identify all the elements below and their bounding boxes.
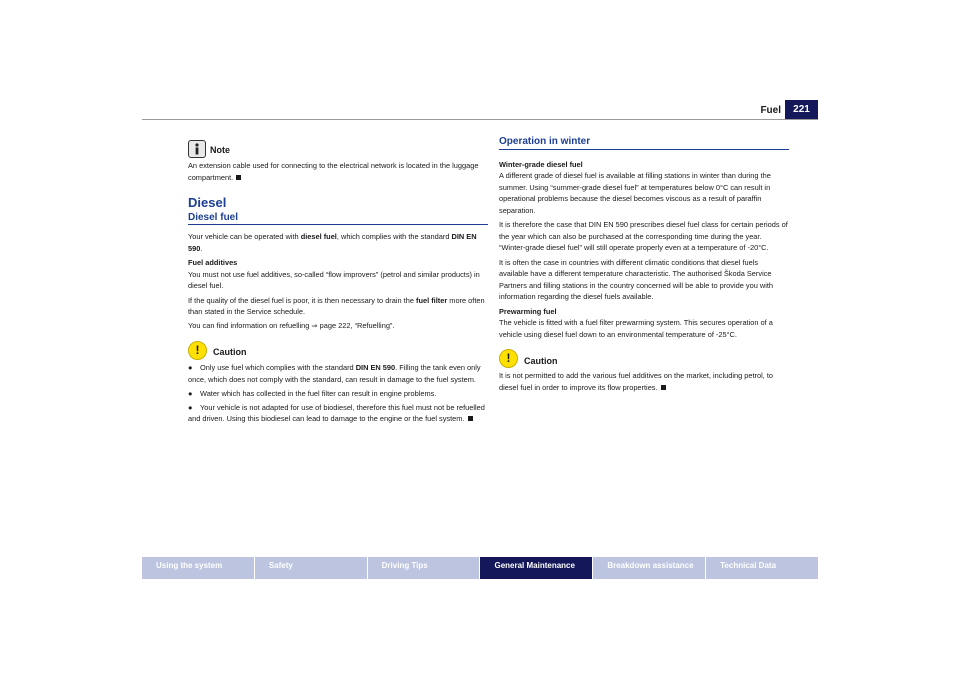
caution-bullet-2: ● Water which has collected in the fuel filter can result in engine problems.	[188, 388, 437, 398]
winter-grade-heading: Winter-grade diesel fuel	[499, 159, 583, 169]
caution-heading-right	[499, 346, 789, 368]
running-header-title: Fuel	[760, 105, 781, 116]
subsection-title-diesel-fuel: Diesel fuel	[188, 212, 488, 226]
bullet-icon: ●	[188, 362, 193, 372]
footer-tab-driving-tips[interactable]: Driving Tips	[368, 557, 480, 579]
footer-tab-general-maintenance[interactable]: General Maintenance	[480, 557, 592, 579]
page-number: 221	[785, 100, 818, 119]
footer-tab-safety[interactable]: Safety	[255, 557, 367, 579]
refuelling-reference: You can find information on refuelling ⇒ page 222, “Refuelling”.	[188, 321, 395, 331]
subsection-title-winter: Operation in winter	[499, 136, 789, 150]
end-marker-icon	[236, 175, 241, 180]
page-reference-link[interactable]: page 222, “Refuelling”.	[317, 321, 395, 331]
din-standard-text: It is therefore the case that DIN EN 590 prescribes diesel fuel class for certain periods of the year which can also be purchased at the corresponding time during the year. “Winter-grade diesel fuel” will still operate properly even at a temperature of -20°C.	[499, 220, 788, 253]
footer-tab-breakdown-assistance[interactable]: Breakdown assistance	[593, 557, 705, 579]
fuel-additives-heading: Fuel additives	[188, 258, 238, 268]
note-icon	[188, 140, 206, 158]
diesel-intro: Your vehicle can be operated with diesel fuel, which complies with the standard DIN EN 590.	[188, 232, 477, 253]
arrow-right-icon: ⇒	[311, 321, 318, 331]
section-title-diesel: Diesel	[188, 195, 227, 211]
note-heading	[188, 136, 488, 158]
caution-label-right: Caution	[524, 355, 558, 366]
footer-tab-technical-data[interactable]: Technical Data	[706, 557, 818, 579]
right-column	[499, 136, 789, 396]
caution-heading-left	[188, 338, 488, 360]
note-text: An extension cable used for connecting to the electrical network is located in the luggage compartment.	[188, 161, 479, 182]
end-marker-icon	[468, 416, 473, 421]
fuel-quality-text: If the quality of the diesel fuel is poor, it is then necessary to drain the fuel filter more often than stated in the Service schedule.	[188, 295, 485, 317]
caution-label-left: Caution	[213, 347, 247, 358]
left-column	[188, 136, 488, 428]
caution-text-right: It is not permitted to add the various fuel additives on the market, including petrol, to diesel fuel in order to improve its flow properties.	[499, 371, 774, 392]
caution-bullet-1: ● Only use fuel which complies with the standard DIN EN 590. Filling the tank even only once, which does not comply with the standard, can result in damage to the fuel system.	[188, 362, 481, 384]
caution-bullet-3: ● Your vehicle is not adapted for use of biodiesel, therefore this fuel must not be refuelled and driven. Using this biodiesel can lead to damage to the engine or the fuel system.	[188, 402, 485, 424]
caution-icon: !	[499, 349, 518, 368]
prewarming-text: The vehicle is fitted with a fuel filter prewarming system. This secures operation of a vehicle using diesel fuel down to an environmental temperature of -25°C.	[499, 318, 773, 339]
caution-icon: !	[188, 341, 207, 360]
note-label: Note	[210, 145, 230, 156]
bullet-icon: ●	[188, 402, 193, 412]
end-marker-icon	[661, 385, 666, 390]
prewarming-heading: Prewarming fuel	[499, 306, 557, 316]
climate-text: It is often the case in countries with different climatic conditions that diesel fuels available have a different temperature characteristic. The authorised Škoda Service Partners and filling stations in the country concerned will be able to provide you with information regarding the diesel fuels available.	[499, 257, 774, 302]
winter-grade-text: A different grade of diesel fuel is available at filling stations in winter than during the summer. Using “summer-grade diesel fuel” at temperatures below 0°C can result in operational problems because the diesel becomes viscous as a result of paraffin separation.	[499, 171, 771, 215]
footer-tab-using-the-system[interactable]: Using the system	[142, 557, 254, 579]
footer-navigation	[142, 557, 818, 579]
bullet-icon: ●	[188, 388, 193, 398]
header-divider	[142, 119, 818, 120]
fuel-additives-text: You must not use fuel additives, so-called “flow improvers” (petrol and similar products) in diesel fuel.	[188, 269, 480, 291]
